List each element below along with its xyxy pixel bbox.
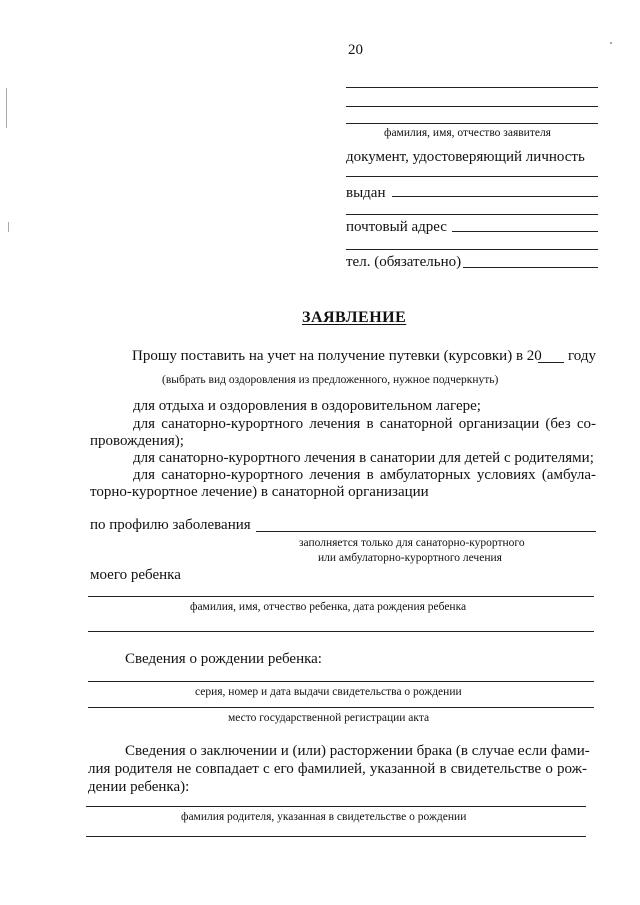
profile-note-1: заполняется только для санаторно-курортного: [299, 537, 525, 549]
parent-surname-caption: фамилия родителя, указанная в свидетельстве о рождении: [181, 811, 467, 823]
id-document-line[interactable]: [346, 176, 598, 177]
phone-label: тел. (обязательно): [346, 254, 462, 270]
profile-note-2: или амбулаторно-курортного лечения: [318, 552, 502, 564]
option-camp[interactable]: для отдыха и оздоровления в оздоровительном лагере;: [133, 398, 481, 414]
id-document-label: документ, удостоверяющий личность: [346, 149, 585, 165]
profile-line[interactable]: [256, 531, 596, 532]
parent-surname-line[interactable]: [86, 806, 586, 807]
applicant-name-caption: фамилия, имя, отчество заявителя: [384, 127, 551, 139]
birth-registration-caption: место государственной регистрации акта: [228, 712, 430, 724]
applicant-name-line-3[interactable]: [346, 123, 598, 124]
applicant-name-line-1[interactable]: [346, 87, 598, 88]
phone-line[interactable]: [463, 267, 598, 268]
scan-speck: [6, 88, 7, 128]
birth-registration-line[interactable]: [88, 707, 594, 708]
birth-certificate-caption: серия, номер и дата выдачи свидетельства о рождении: [195, 686, 462, 698]
birth-heading: Сведения о рождении ребенка:: [125, 651, 322, 667]
postal-address-label: почтовый адрес: [346, 219, 447, 235]
issued-line-2[interactable]: [346, 214, 598, 215]
request-note: (выбрать вид оздоровления из предложенного, нужное подчеркнуть): [162, 374, 499, 386]
profile-label: по профилю заболевания: [90, 517, 251, 533]
marriage-text-line-2: лия родителя не совпадает с его фамилией, указанной в свидетельстве о рож-: [88, 761, 587, 777]
scan-speck: [610, 42, 612, 44]
marriage-text-line-1: Сведения о заключении и (или) расторжении брака (в случае если фами-: [125, 743, 590, 759]
child-line-2[interactable]: [88, 631, 594, 632]
parent-surname-line-2[interactable]: [86, 836, 586, 837]
option-sanatorium-line-2[interactable]: провождения);: [90, 433, 184, 449]
marriage-text-line-3: дении ребенка):: [88, 779, 190, 795]
option-outpatient-line-2[interactable]: торно-курортное лечение) в санаторной организации: [90, 484, 429, 500]
child-caption: фамилия, имя, отчество ребенка, дата рождения ребенка: [190, 601, 467, 613]
document-title: ЗАЯВЛЕНИЕ: [302, 309, 407, 326]
birth-certificate-line[interactable]: [88, 681, 594, 682]
postal-address-line[interactable]: [452, 231, 598, 232]
postal-address-line-2[interactable]: [346, 249, 598, 250]
option-with-parents[interactable]: для санаторно-курортного лечения в санатории для детей с родителями;: [133, 450, 594, 466]
request-text: Прошу поставить на учет на получение путевки (курсовки) в 20: [132, 348, 542, 364]
scan-speck: [8, 222, 9, 232]
applicant-name-line-2[interactable]: [346, 106, 598, 107]
child-label: моего ребенка: [90, 567, 181, 583]
issued-line[interactable]: [392, 196, 598, 197]
option-sanatorium-line-1[interactable]: для санаторно-курортного лечения в санаторной организации (без со-: [133, 416, 596, 432]
option-outpatient-line-1[interactable]: для санаторно-курортного лечения в амбулаторных условиях (амбула-: [133, 467, 596, 483]
request-year-suffix: году: [568, 348, 596, 364]
issued-label: выдан: [346, 185, 386, 201]
child-line[interactable]: [88, 596, 594, 597]
request-year-line[interactable]: [538, 362, 564, 363]
page-number: 20: [348, 42, 363, 58]
